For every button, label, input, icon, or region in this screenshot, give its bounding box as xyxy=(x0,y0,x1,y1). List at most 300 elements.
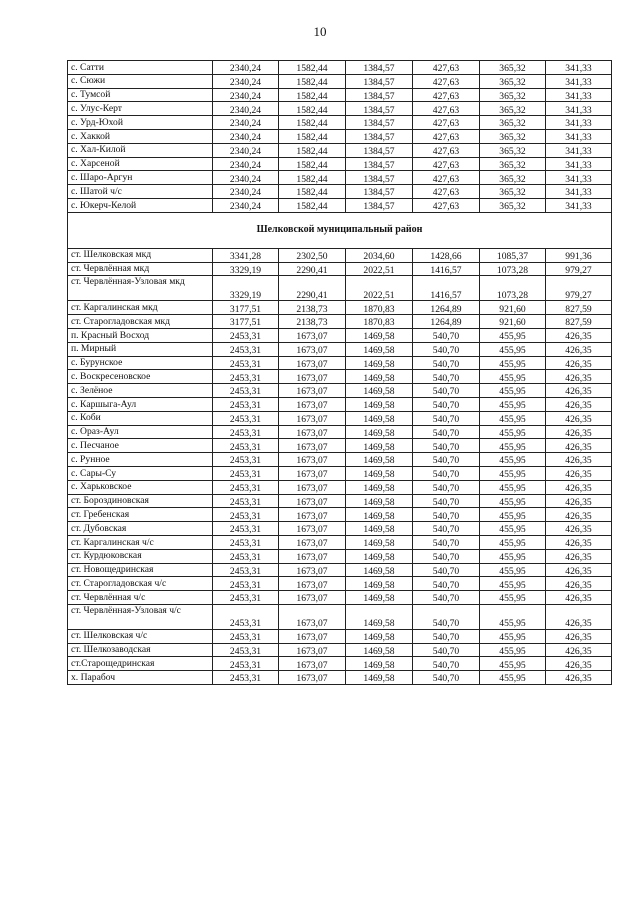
value-cell: 426,35 xyxy=(546,657,612,671)
value-cell: 426,35 xyxy=(546,563,612,577)
value-cell: 341,33 xyxy=(546,88,612,102)
value-cell: 1582,44 xyxy=(279,116,346,130)
settlement-name-cell: с. Сары-Су xyxy=(68,466,213,480)
value-cell: 2340,24 xyxy=(213,102,279,116)
value-cell: 827,59 xyxy=(546,315,612,329)
value-cell: 1469,58 xyxy=(346,425,413,439)
value-cell: 2340,24 xyxy=(213,88,279,102)
value-cell: 540,70 xyxy=(413,643,480,657)
value-cell: 365,32 xyxy=(480,143,546,157)
table-row xyxy=(68,466,612,480)
settlement-name-cell: с. Коби xyxy=(68,411,213,425)
value-cell: 341,33 xyxy=(546,116,612,130)
value-cell: 1469,58 xyxy=(346,508,413,522)
value-cell: 2034,60 xyxy=(346,248,413,262)
value-cell: 1469,58 xyxy=(346,370,413,384)
value-cell: 2453,31 xyxy=(213,356,279,370)
value-cell: 455,95 xyxy=(480,466,546,480)
table-row xyxy=(68,508,612,522)
table-row xyxy=(68,370,612,384)
value-cell: 427,63 xyxy=(413,198,480,212)
value-cell: 455,95 xyxy=(480,657,546,671)
value-cell: 1469,58 xyxy=(346,591,413,605)
value-cell: 1673,07 xyxy=(279,453,346,467)
value-cell: 540,70 xyxy=(413,629,480,643)
value-cell: 427,63 xyxy=(413,74,480,88)
value-cell: 1673,07 xyxy=(279,466,346,480)
value-cell: 426,35 xyxy=(546,494,612,508)
value-cell: 426,35 xyxy=(546,549,612,563)
value-cell: 2453,31 xyxy=(213,466,279,480)
value-cell: 455,95 xyxy=(480,577,546,591)
value-cell: 2340,24 xyxy=(213,143,279,157)
table-row xyxy=(68,185,612,199)
value-cell: 1673,07 xyxy=(279,494,346,508)
value-cell: 426,35 xyxy=(546,439,612,453)
value-cell: 426,35 xyxy=(546,342,612,356)
value-cell: 2290,41 xyxy=(279,276,346,301)
value-cell: 1469,58 xyxy=(346,657,413,671)
value-cell: 365,32 xyxy=(480,171,546,185)
value-cell: 2453,31 xyxy=(213,411,279,425)
value-cell: 1384,57 xyxy=(346,74,413,88)
value-cell: 455,95 xyxy=(480,604,546,629)
value-cell: 1673,07 xyxy=(279,397,346,411)
table-row xyxy=(68,604,612,629)
settlement-name-cell: с. Сюжи xyxy=(68,74,213,88)
settlement-name-cell: х. Парабоч xyxy=(68,671,213,685)
value-cell: 1582,44 xyxy=(279,129,346,143)
value-cell: 1384,57 xyxy=(346,129,413,143)
value-cell: 341,33 xyxy=(546,102,612,116)
value-cell: 1384,57 xyxy=(346,157,413,171)
settlement-name-cell: ст. Червлённая-Узловая мкд xyxy=(68,276,213,301)
value-cell: 2453,31 xyxy=(213,425,279,439)
table-row xyxy=(68,102,612,116)
value-cell: 1416,57 xyxy=(413,276,480,301)
value-cell: 2340,24 xyxy=(213,157,279,171)
value-cell: 1673,07 xyxy=(279,480,346,494)
table-row xyxy=(68,315,612,329)
value-cell: 540,70 xyxy=(413,508,480,522)
value-cell: 1384,57 xyxy=(346,102,413,116)
value-cell: 1673,07 xyxy=(279,508,346,522)
value-cell: 3177,51 xyxy=(213,315,279,329)
value-cell: 455,95 xyxy=(480,370,546,384)
value-cell: 540,70 xyxy=(413,384,480,398)
value-cell: 455,95 xyxy=(480,480,546,494)
table-row xyxy=(68,384,612,398)
value-cell: 427,63 xyxy=(413,143,480,157)
value-cell: 1469,58 xyxy=(346,643,413,657)
table-row xyxy=(68,356,612,370)
value-cell: 2340,24 xyxy=(213,61,279,75)
value-cell: 1469,58 xyxy=(346,328,413,342)
value-cell: 426,35 xyxy=(546,604,612,629)
value-cell: 540,70 xyxy=(413,671,480,685)
value-cell: 540,70 xyxy=(413,342,480,356)
value-cell: 1673,07 xyxy=(279,328,346,342)
settlement-name-cell: с. Тумсой xyxy=(68,88,213,102)
value-cell: 979,27 xyxy=(546,262,612,276)
value-cell: 2453,31 xyxy=(213,643,279,657)
settlement-name-cell: с. Каршыга-Аул xyxy=(68,397,213,411)
value-cell: 1469,58 xyxy=(346,604,413,629)
table-row xyxy=(68,262,612,276)
value-cell: 426,35 xyxy=(546,522,612,536)
value-cell: 341,33 xyxy=(546,143,612,157)
value-cell: 455,95 xyxy=(480,328,546,342)
value-cell: 540,70 xyxy=(413,591,480,605)
value-cell: 2340,24 xyxy=(213,116,279,130)
value-cell: 365,32 xyxy=(480,198,546,212)
value-cell: 1673,07 xyxy=(279,384,346,398)
value-cell: 365,32 xyxy=(480,61,546,75)
value-cell: 3341,28 xyxy=(213,248,279,262)
table-row xyxy=(68,629,612,643)
settlement-name-cell: с. Сатти xyxy=(68,61,213,75)
value-cell: 427,63 xyxy=(413,88,480,102)
value-cell: 1673,07 xyxy=(279,629,346,643)
settlement-name-cell: с. Воскресеновское xyxy=(68,370,213,384)
value-cell: 1469,58 xyxy=(346,397,413,411)
value-cell: 1469,58 xyxy=(346,384,413,398)
value-cell: 2340,24 xyxy=(213,129,279,143)
table-row xyxy=(68,171,612,185)
value-cell: 2453,31 xyxy=(213,591,279,605)
value-cell: 1673,07 xyxy=(279,439,346,453)
value-cell: 341,33 xyxy=(546,198,612,212)
table-row xyxy=(68,480,612,494)
table-row xyxy=(68,425,612,439)
value-cell: 455,95 xyxy=(480,494,546,508)
value-cell: 2453,31 xyxy=(213,453,279,467)
value-cell: 1582,44 xyxy=(279,102,346,116)
value-cell: 455,95 xyxy=(480,453,546,467)
settlement-name-cell: с. Хаккой xyxy=(68,129,213,143)
value-cell: 426,35 xyxy=(546,328,612,342)
value-cell: 1673,07 xyxy=(279,411,346,425)
value-cell: 426,35 xyxy=(546,397,612,411)
value-cell: 341,33 xyxy=(546,61,612,75)
value-cell: 365,32 xyxy=(480,88,546,102)
value-cell: 540,70 xyxy=(413,453,480,467)
value-cell: 455,95 xyxy=(480,439,546,453)
value-cell: 540,70 xyxy=(413,411,480,425)
settlement-name-cell: п. Мирный xyxy=(68,342,213,356)
value-cell: 365,32 xyxy=(480,185,546,199)
value-cell: 426,35 xyxy=(546,425,612,439)
settlement-name-cell: ст. Червлённая-Узловая ч/с xyxy=(68,604,213,629)
value-cell: 455,95 xyxy=(480,384,546,398)
value-cell: 455,95 xyxy=(480,563,546,577)
value-cell: 1870,83 xyxy=(346,301,413,315)
table-row xyxy=(68,671,612,685)
value-cell: 2453,31 xyxy=(213,657,279,671)
table-row xyxy=(68,88,612,102)
value-cell: 2340,24 xyxy=(213,198,279,212)
value-cell: 455,95 xyxy=(480,342,546,356)
value-cell: 2453,31 xyxy=(213,629,279,643)
value-cell: 827,59 xyxy=(546,301,612,315)
value-cell: 426,35 xyxy=(546,384,612,398)
value-cell: 2340,24 xyxy=(213,171,279,185)
value-cell: 1264,89 xyxy=(413,301,480,315)
value-cell: 1582,44 xyxy=(279,198,346,212)
value-cell: 426,35 xyxy=(546,453,612,467)
value-cell: 1673,07 xyxy=(279,563,346,577)
value-cell: 426,35 xyxy=(546,671,612,685)
table-row xyxy=(68,74,612,88)
value-cell: 1469,58 xyxy=(346,671,413,685)
value-cell: 365,32 xyxy=(480,129,546,143)
value-cell: 1384,57 xyxy=(346,198,413,212)
table-row xyxy=(68,328,612,342)
value-cell: 455,95 xyxy=(480,425,546,439)
value-cell: 1582,44 xyxy=(279,143,346,157)
table-row xyxy=(68,577,612,591)
value-cell: 1469,58 xyxy=(346,411,413,425)
settlement-name-cell: ст. Гребенская xyxy=(68,508,213,522)
settlement-name-cell: с. Харьковское xyxy=(68,480,213,494)
table-row xyxy=(68,439,612,453)
value-cell: 540,70 xyxy=(413,522,480,536)
value-cell: 2022,51 xyxy=(346,262,413,276)
value-cell: 2290,41 xyxy=(279,262,346,276)
table-row xyxy=(68,657,612,671)
value-cell: 1582,44 xyxy=(279,157,346,171)
value-cell: 1673,07 xyxy=(279,577,346,591)
value-cell: 1384,57 xyxy=(346,185,413,199)
table-row xyxy=(68,535,612,549)
value-cell: 2453,31 xyxy=(213,370,279,384)
value-cell: 341,33 xyxy=(546,185,612,199)
table-row xyxy=(68,494,612,508)
value-cell: 1673,07 xyxy=(279,657,346,671)
table-row xyxy=(68,453,612,467)
value-cell: 1469,58 xyxy=(346,535,413,549)
value-cell: 2453,31 xyxy=(213,494,279,508)
value-cell: 455,95 xyxy=(480,522,546,536)
value-cell: 1673,07 xyxy=(279,370,346,384)
value-cell: 426,35 xyxy=(546,629,612,643)
value-cell: 427,63 xyxy=(413,171,480,185)
value-cell: 2453,31 xyxy=(213,480,279,494)
value-cell: 1469,58 xyxy=(346,480,413,494)
value-cell: 979,27 xyxy=(546,276,612,301)
value-cell: 540,70 xyxy=(413,480,480,494)
settlement-name-cell: ст. Шелковская ч/с xyxy=(68,629,213,643)
settlement-name-cell: с. Урд-Юхой xyxy=(68,116,213,130)
settlement-name-cell: с. Харсеной xyxy=(68,157,213,171)
value-cell: 455,95 xyxy=(480,411,546,425)
table-row xyxy=(68,129,612,143)
settlement-name-cell: с. Улус-Керт xyxy=(68,102,213,116)
table-row xyxy=(68,342,612,356)
table-row xyxy=(68,522,612,536)
settlement-name-cell: ст. Бороздиновская xyxy=(68,494,213,508)
value-cell: 1085,37 xyxy=(480,248,546,262)
value-cell: 2453,31 xyxy=(213,342,279,356)
value-cell: 1384,57 xyxy=(346,143,413,157)
settlement-name-cell: с. Песчаное xyxy=(68,439,213,453)
value-cell: 1673,07 xyxy=(279,535,346,549)
settlement-name-cell: ст. Старогладовская ч/с xyxy=(68,577,213,591)
value-cell: 426,35 xyxy=(546,643,612,657)
value-cell: 426,35 xyxy=(546,356,612,370)
settlement-name-cell: ст.Старощедринская xyxy=(68,657,213,671)
value-cell: 1582,44 xyxy=(279,88,346,102)
value-cell: 341,33 xyxy=(546,171,612,185)
value-cell: 1582,44 xyxy=(279,74,346,88)
value-cell: 1673,07 xyxy=(279,604,346,629)
value-cell: 540,70 xyxy=(413,563,480,577)
value-cell: 1264,89 xyxy=(413,315,480,329)
table-row xyxy=(68,301,612,315)
value-cell: 1469,58 xyxy=(346,549,413,563)
settlement-name-cell: с. Зелёное xyxy=(68,384,213,398)
table-row xyxy=(68,276,612,301)
value-cell: 540,70 xyxy=(413,397,480,411)
value-cell: 2453,31 xyxy=(213,508,279,522)
value-cell: 1469,58 xyxy=(346,453,413,467)
settlement-name-cell: ст. Шелкозаводская xyxy=(68,643,213,657)
settlement-name-cell: с. Ораз-Аул xyxy=(68,425,213,439)
table-row xyxy=(68,61,612,75)
tariff-table xyxy=(67,60,612,685)
value-cell: 341,33 xyxy=(546,157,612,171)
value-cell: 455,95 xyxy=(480,508,546,522)
value-cell: 426,35 xyxy=(546,577,612,591)
value-cell: 455,95 xyxy=(480,643,546,657)
value-cell: 540,70 xyxy=(413,425,480,439)
value-cell: 426,35 xyxy=(546,591,612,605)
table-row xyxy=(68,157,612,171)
value-cell: 2453,31 xyxy=(213,535,279,549)
value-cell: 341,33 xyxy=(546,129,612,143)
value-cell: 427,63 xyxy=(413,61,480,75)
value-cell: 455,95 xyxy=(480,397,546,411)
value-cell: 921,60 xyxy=(480,301,546,315)
value-cell: 455,95 xyxy=(480,535,546,549)
table-row xyxy=(68,198,612,212)
value-cell: 540,70 xyxy=(413,535,480,549)
value-cell: 1673,07 xyxy=(279,522,346,536)
page-number: 10 xyxy=(313,24,327,39)
value-cell: 455,95 xyxy=(480,549,546,563)
value-cell: 1673,07 xyxy=(279,671,346,685)
value-cell: 1469,58 xyxy=(346,629,413,643)
value-cell: 2138,73 xyxy=(279,315,346,329)
value-cell: 426,35 xyxy=(546,411,612,425)
value-cell: 2453,31 xyxy=(213,522,279,536)
table-row xyxy=(68,549,612,563)
value-cell: 921,60 xyxy=(480,315,546,329)
value-cell: 1673,07 xyxy=(279,425,346,439)
value-cell: 2453,31 xyxy=(213,328,279,342)
value-cell: 427,63 xyxy=(413,129,480,143)
value-cell: 2340,24 xyxy=(213,185,279,199)
value-cell: 2022,51 xyxy=(346,276,413,301)
value-cell: 540,70 xyxy=(413,604,480,629)
value-cell: 1582,44 xyxy=(279,171,346,185)
value-cell: 2453,31 xyxy=(213,563,279,577)
value-cell: 1469,58 xyxy=(346,577,413,591)
value-cell: 1673,07 xyxy=(279,643,346,657)
value-cell: 427,63 xyxy=(413,185,480,199)
value-cell: 1673,07 xyxy=(279,591,346,605)
table-row xyxy=(68,563,612,577)
value-cell: 455,95 xyxy=(480,629,546,643)
settlement-name-cell: п. Красный Восход xyxy=(68,328,213,342)
value-cell: 365,32 xyxy=(480,116,546,130)
value-cell: 426,35 xyxy=(546,508,612,522)
value-cell: 427,63 xyxy=(413,116,480,130)
value-cell: 1469,58 xyxy=(346,342,413,356)
value-cell: 427,63 xyxy=(413,157,480,171)
value-cell: 1384,57 xyxy=(346,171,413,185)
value-cell: 426,35 xyxy=(546,370,612,384)
value-cell: 991,36 xyxy=(546,248,612,262)
value-cell: 1073,28 xyxy=(480,276,546,301)
settlement-name-cell: ст. Червлённая ч/с xyxy=(68,591,213,605)
table-row xyxy=(68,116,612,130)
value-cell: 1469,58 xyxy=(346,439,413,453)
value-cell: 1870,83 xyxy=(346,315,413,329)
table-row xyxy=(68,591,612,605)
value-cell: 2302,50 xyxy=(279,248,346,262)
value-cell: 2453,31 xyxy=(213,549,279,563)
value-cell: 1673,07 xyxy=(279,549,346,563)
settlement-name-cell: с. Бурунское xyxy=(68,356,213,370)
value-cell: 1384,57 xyxy=(346,116,413,130)
value-cell: 455,95 xyxy=(480,356,546,370)
value-cell: 1469,58 xyxy=(346,494,413,508)
value-cell: 540,70 xyxy=(413,466,480,480)
value-cell: 2453,31 xyxy=(213,439,279,453)
settlement-name-cell: ст. Новощедринская xyxy=(68,563,213,577)
settlement-name-cell: с. Рунное xyxy=(68,453,213,467)
value-cell: 341,33 xyxy=(546,74,612,88)
value-cell: 1582,44 xyxy=(279,185,346,199)
district-header-row xyxy=(68,212,612,248)
value-cell: 540,70 xyxy=(413,494,480,508)
settlement-name-cell: с. Шатой ч/с xyxy=(68,185,213,199)
settlement-name-cell: ст. Каргалинская мкд xyxy=(68,301,213,315)
table-row xyxy=(68,411,612,425)
settlement-name-cell: ст. Дубовская xyxy=(68,522,213,536)
value-cell: 455,95 xyxy=(480,671,546,685)
value-cell: 426,35 xyxy=(546,466,612,480)
value-cell: 2340,24 xyxy=(213,74,279,88)
value-cell: 540,70 xyxy=(413,577,480,591)
value-cell: 2138,73 xyxy=(279,301,346,315)
value-cell: 1582,44 xyxy=(279,61,346,75)
value-cell: 540,70 xyxy=(413,328,480,342)
value-cell: 1073,28 xyxy=(480,262,546,276)
value-cell: 365,32 xyxy=(480,157,546,171)
table-row xyxy=(68,143,612,157)
value-cell: 365,32 xyxy=(480,74,546,88)
value-cell: 1469,58 xyxy=(346,466,413,480)
value-cell: 1416,57 xyxy=(413,262,480,276)
value-cell: 1384,57 xyxy=(346,61,413,75)
value-cell: 3177,51 xyxy=(213,301,279,315)
table-row xyxy=(68,397,612,411)
settlement-name-cell: с. Шаро-Аргун xyxy=(68,171,213,185)
settlement-name-cell: ст. Курдюковская xyxy=(68,549,213,563)
value-cell: 540,70 xyxy=(413,549,480,563)
